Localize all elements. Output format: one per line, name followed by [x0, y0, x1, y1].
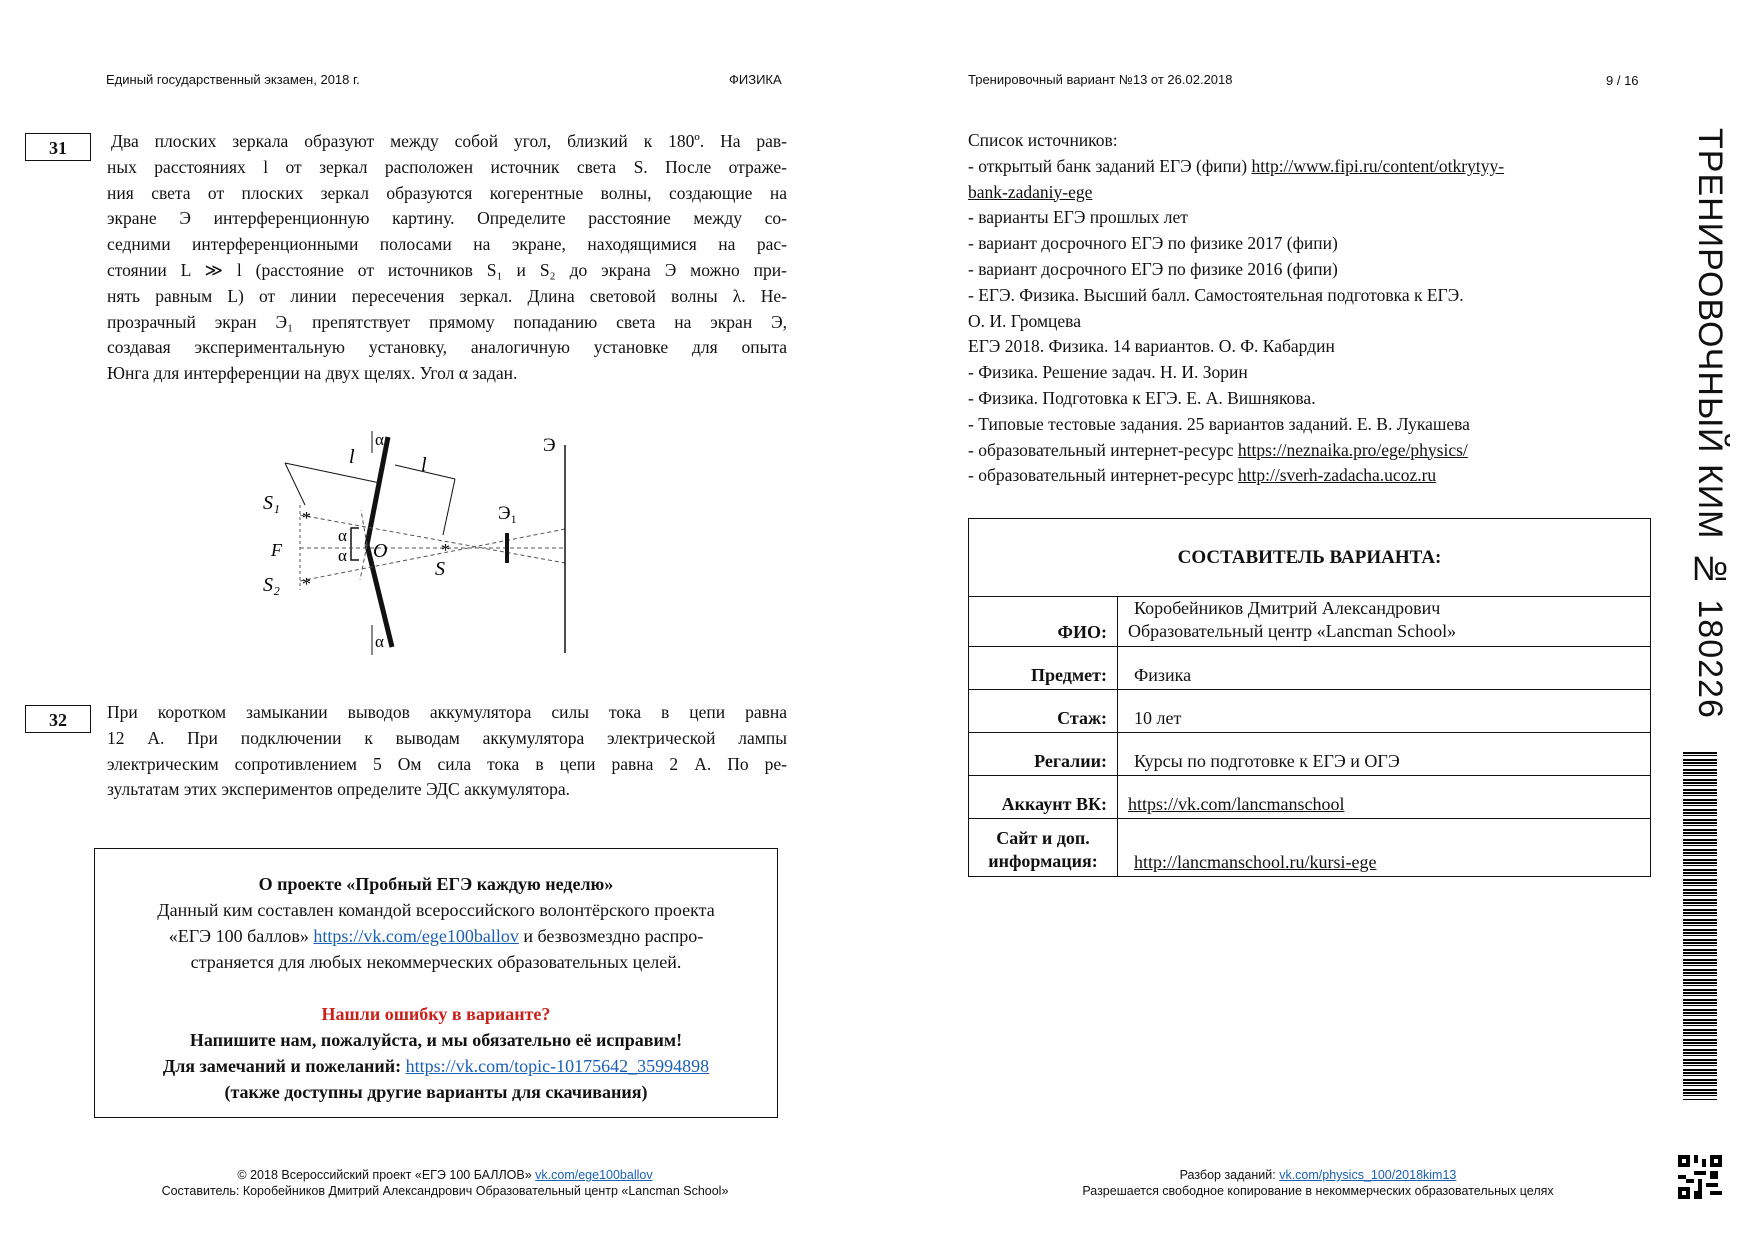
label-alpha-top: α — [375, 430, 384, 449]
source-item: - образовательный интернет-ресурс https://neznaika.pro/ege/physics/ — [968, 439, 1468, 460]
subject-value: Физика — [1118, 647, 1651, 690]
error-title: Нашли ошибку в варианте? — [321, 1004, 551, 1024]
label-l-left: l — [349, 446, 355, 468]
task-32-line: 12 А. При подключении к выводам аккумулятора электрической лампы — [107, 727, 787, 748]
vk-label: Аккаунт ВК: — [969, 776, 1118, 819]
fio-value: Коробейников Дмитрий Александрович Образовательный центр «Lancman School» — [1118, 597, 1651, 647]
label-s: S — [435, 558, 445, 580]
vk-account-link[interactable]: https://vk.com/lancmanschool — [1128, 794, 1345, 814]
comments-link[interactable]: https://vk.com/topic-10175642_35994898 — [405, 1056, 710, 1076]
task-31-line: ных расстояниях l от зеркал расположен источник света S. После отраже- — [107, 156, 787, 177]
compiler-title: СОСТАВИТЕЛЬ ВАРИАНТА: — [969, 519, 1651, 597]
label-f: F — [271, 540, 282, 560]
footer-copy-permission: Разрешается свободное копирование в некоммерческих образовательных целях — [1082, 1184, 1554, 1198]
task-31-text — [107, 129, 787, 387]
task-32-number: 32 — [25, 705, 91, 733]
label-s1: S₁ — [263, 492, 280, 514]
footer-ege100-link[interactable]: vk.com/ege100ballov — [535, 1168, 653, 1182]
task-31-line: создавая экспериментальную установку, аналогичную установке для опыта — [107, 337, 787, 358]
experience-value: 10 лет — [1118, 690, 1651, 733]
task-31-line: стоянии L ≫ l (расстояние от источников S₁ и S₂ до экрана Э можно при- — [107, 259, 787, 280]
label-alpha-mid1: α — [338, 526, 347, 545]
source-item: - Физика. Подготовка к ЕГЭ. Е. А. Вишнякова. — [968, 387, 1316, 408]
task-31-line: экране Э интерференционную картину. Определите расстояние между со- — [107, 208, 787, 229]
neznaika-link[interactable]: https://neznaika.pro/ege/physics/ — [1237, 439, 1468, 460]
sources-list — [968, 128, 1504, 489]
task-32-line: зультатам этих экспериментов определите ЭДС аккумулятора. — [107, 779, 571, 800]
sverh-zadacha-link[interactable]: http://sverh-zadacha.ucoz.ru — [1237, 465, 1437, 486]
project-line-3: страняется для любых некоммерческих образовательных целей. — [190, 952, 682, 972]
header-exam: Единый государственный экзамен, 2018 г. — [106, 72, 360, 87]
comments-line: Для замечаний и пожеланий: https://vk.com/topic-10175642_35994898 — [162, 1056, 710, 1076]
project-title: О проекте «Пробный ЕГЭ каждую неделю» — [258, 874, 614, 894]
project-line-1: Данный ким составлен командой всероссийского волонтёрского проекта — [157, 900, 715, 920]
svg-text:*: * — [302, 508, 311, 528]
project-info-box — [94, 848, 778, 1118]
write-us-text: Напишите нам, пожалуйста, и мы обязательно её исправим! — [189, 1030, 683, 1050]
label-screen-e1: Э₁ — [498, 503, 518, 524]
source-item: О. И. Громцева — [968, 310, 1081, 331]
task-31-number: 31 — [25, 133, 91, 161]
header-variant: Тренировочный вариант №13 от 26.02.2018 — [968, 72, 1233, 87]
source-item: ЕГЭ 2018. Физика. 14 вариантов. О. Ф. Кабардин — [968, 336, 1335, 357]
label-alpha-mid2: α — [338, 546, 347, 565]
qr-code-icon — [1678, 1155, 1722, 1199]
task-31-line: прозрачный экран Э₁ препятствует прямому попаданию света на экран Э, — [107, 311, 787, 332]
label-o: O — [373, 540, 388, 562]
header-page-number: 9 / 16 — [1606, 73, 1639, 88]
task-31-line: нять равным L) от линии пересечения зеркал. Длина световой волны λ. Не- — [107, 285, 787, 306]
source-item: - вариант досрочного ЕГЭ по физике 2017 (фипи) — [968, 233, 1338, 254]
header-subject: ФИЗИКА — [729, 72, 782, 87]
task-32-line: электрическим сопротивлением 5 Ом сила тока в цепи равна 2 А. По ре- — [107, 753, 787, 774]
source-item: - открытый банк заданий ЕГЭ (фипи) http://www.fipi.ru/content/otkrytyy- — [968, 155, 1505, 176]
experience-label: Стаж: — [969, 690, 1118, 733]
subject-label: Предмет: — [969, 647, 1118, 690]
regalia-value: Курсы по подготовке к ЕГЭ и ОГЭ — [1118, 733, 1651, 776]
compiler-table — [968, 518, 1651, 877]
source-item: - образовательный интернет-ресурс http://sverh-zadacha.ucoz.ru — [968, 465, 1437, 486]
fipi-link[interactable]: http://www.fipi.ru/content/otkrytyy- — [1251, 155, 1505, 176]
footer-copyright: © 2018 Всероссийский проект «ЕГЭ 100 БАЛЛОВ» vk.com/ege100ballov — [237, 1168, 653, 1182]
svg-text:*: * — [302, 574, 311, 594]
source-item: - ЕГЭ. Физика. Высший балл. Самостоятельная подготовка к ЕГЭ. — [968, 284, 1464, 305]
also-available-text: (также доступны другие варианты для скачивания) — [224, 1082, 648, 1102]
fipi-link-cont[interactable]: bank-zadaniy-ege — [968, 181, 1093, 202]
fio-label: ФИО: — [969, 597, 1118, 647]
task-31-line: Два плоских зеркала образуют между собой угол, близкий к 180º. На рав- — [111, 131, 787, 151]
label-s2: S₂ — [263, 574, 280, 596]
source-item — [968, 180, 1504, 206]
site-label: Сайт и доп. информация: — [969, 819, 1118, 877]
source-item: - Физика. Решение задач. Н. И. Зорин — [968, 362, 1248, 383]
task-31-line: седними интерференционными полосами на экране, находящимися на рас- — [107, 234, 787, 255]
sources-title: Список источников: — [968, 130, 1118, 150]
task-32-line: При коротком замыкании выводов аккумулятора силы тока в цепи равна — [107, 702, 787, 722]
task-31-line: ния света от плоских зеркал образуются когерентные волны, создающие на — [107, 182, 787, 203]
regalia-label: Регалии: — [969, 733, 1118, 776]
vertical-kim-title: ТРЕНИРОВОЧНЫЙ КИМ № 180226 — [1691, 128, 1729, 719]
source-item: - Типовые тестовые задания. 25 вариантов заданий. Е. В. Лукашева — [968, 413, 1470, 434]
task-31-line: Юнга для интерференции на двух щелях. Угол α задан. — [107, 363, 518, 384]
footer-right — [968, 1167, 1668, 1199]
project-line-2: «ЕГЭ 100 баллов» https://vk.com/ege100ballov и безвозмездно распро- — [168, 926, 704, 946]
ege100-link[interactable]: https://vk.com/ege100ballov — [313, 926, 519, 946]
svg-text:*: * — [441, 540, 450, 560]
mirrors-diagram — [255, 425, 575, 665]
footer-analysis: Разбор заданий: vk.com/physics_100/2018kim13 — [1179, 1168, 1457, 1182]
label-screen-e: Э — [543, 435, 556, 456]
source-item: - варианты ЕГЭ прошлых лет — [968, 207, 1188, 228]
task-32-text — [107, 700, 787, 803]
label-l-right: l — [421, 454, 427, 476]
footer-analysis-link[interactable]: vk.com/physics_100/2018kim13 — [1279, 1168, 1457, 1182]
site-link[interactable]: http://lancmanschool.ru/kursi-ege — [1134, 852, 1377, 872]
label-alpha-bottom: α — [375, 632, 384, 651]
footer-left — [60, 1167, 830, 1199]
source-item: - вариант досрочного ЕГЭ по физике 2016 (фипи) — [968, 258, 1338, 279]
footer-compiler: Составитель: Коробейников Дмитрий Александрович Образовательный центр «Lancman School» — [161, 1184, 729, 1198]
barcode-icon — [1683, 752, 1717, 1100]
